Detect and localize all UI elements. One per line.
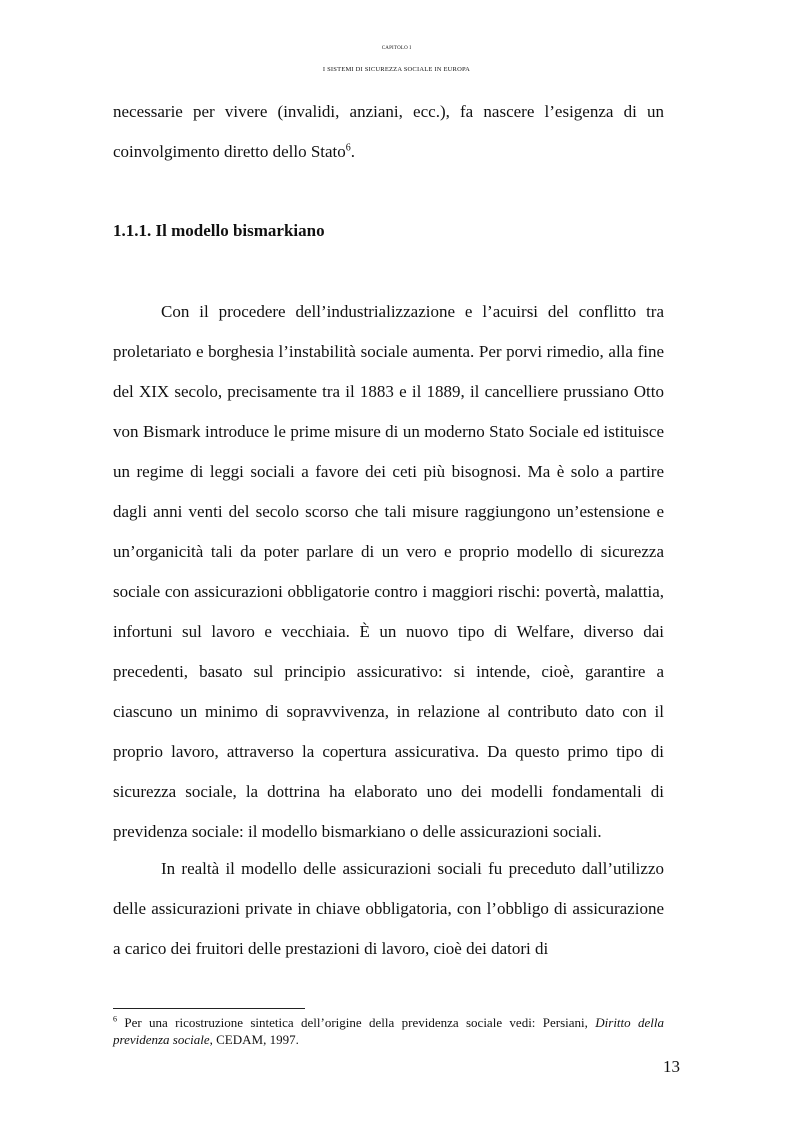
continued-paragraph-end: .	[350, 142, 356, 161]
footnote-text-before: Per una ricostruzione sintetica dell’origine della previdenza sociale vedi: Persiani,	[117, 1015, 596, 1030]
paragraph-1-text: Con il procedere dell’industrializzazione e l’acuirsi del conflitto tra proletariato e borghesia l’instabilità sociale aumenta. Per porvi rimedio, alla fine del XIX secolo, precisamente tra il 1883 e il 1889, il cancelliere prussiano Otto von Bismark introduce le prime misure di un moderno Stato Sociale ed istituisce un regime di leggi sociali a favore dei ceti più bisognosi. Ma è solo a partire dagli anni venti del secolo scorso che tali misure raggiungono un’estensione e un’organicità tali da poter parlare di un vero e proprio modello di sicurezza sociale con assicurazioni obbligatorie contro i maggiori rischi: povertà, malattia, infortuni sul lavoro e vecchiaia. È un nuovo tipo di Welfare, diverso dai precedenti, basato sul principio assicurativo: si intende, cioè, garantire a ciascuno un minimo di sopravvivenza, in relazione al contributo dato con il proprio lavoro, attraverso la copertura assicurativa. Da questo primo tipo di sicurezza sociale, la dottrina ha elaborato uno dei modelli fondamentali di previdenza sociale: il modello bismarkiano o delle assicurazioni sociali.	[113, 302, 664, 841]
page-number: 13	[663, 1057, 680, 1076]
running-head-title: I SISTEMI DI SICUREZZA SOCIALE IN EUROPA	[322, 66, 471, 73]
paragraph-2-text: In realtà il modello delle assicurazioni sociali fu preceduto dall’utilizzo delle assicurazioni private in chiave obbligatoria, con l’obbligo di assicurazione a carico dei fruitori delle prestazioni di lavoro, cioè dei datori di	[113, 859, 664, 958]
body-paragraph-1	[113, 292, 664, 852]
running-head-chapter: CAPITOLO I	[381, 46, 412, 51]
footnote-italic-title: Diritto della previdenza sociale	[113, 1015, 665, 1047]
footnote-divider	[113, 1008, 305, 1009]
footnote-text-after: , CEDAM, 1997.	[209, 1032, 299, 1047]
footnote-reference[interactable]: 6	[345, 142, 351, 154]
continued-paragraph	[113, 92, 664, 172]
body-paragraph-2	[113, 849, 664, 969]
section-heading: 1.1.1. Il modello bismarkiano	[113, 221, 325, 240]
footnote-number: 6	[113, 1014, 117, 1024]
continued-paragraph-text: necessarie per vivere (invalidi, anziani, ecc.), fa nascere l’esigenza di un coinvolgimento diretto dello Stato	[113, 102, 664, 161]
footnote	[113, 1014, 664, 1048]
